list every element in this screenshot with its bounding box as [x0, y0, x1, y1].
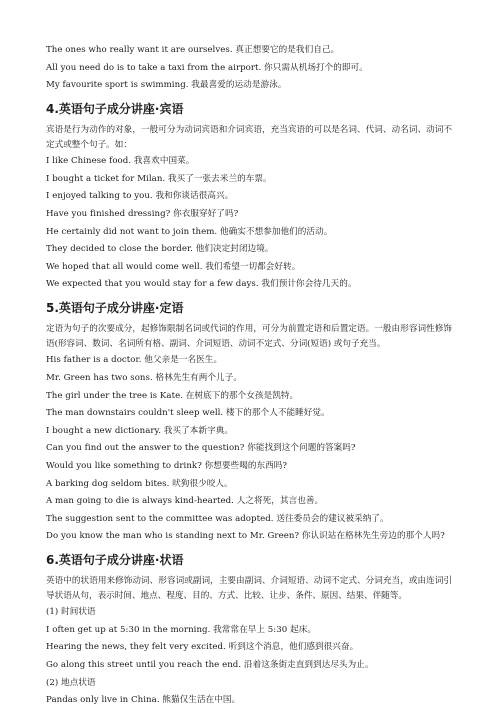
example-sentence: He certainly did not want to join them. 他确实不想参加他们的活动。: [46, 226, 333, 237]
example-sentence: Can you find out the answer to the question? 你能找到这个问题的答案吗?: [46, 443, 356, 454]
example-sentence: We expected that you would stay for a few days. 我们预计你会待几天的。: [46, 279, 357, 290]
section-attributive: [46, 300, 456, 546]
example-sentence: They decided to close the border. 他们决定封闭边境。: [46, 244, 274, 255]
example-sentence: Do you know the man who is standing next to Mr. Green? 你认识站在格林先生旁边的那个人吗?: [46, 531, 445, 542]
example-sentence: All you need do is to take a taxi from the airport. 你只需从机场打个的即可。: [46, 62, 368, 73]
subsection-label: (2) 地点状语: [46, 677, 96, 688]
example-sentence: I often get up at 5:30 in the morning. 我常常在早上 5:30 起床。: [46, 624, 317, 635]
example-sentence: The man downstairs couldn't sleep well. 楼下的那个人不能睡好觉。: [46, 408, 330, 419]
subsection-label: (1) 时间状语: [46, 607, 96, 618]
example-sentence: A man going to die is always kind-hearted. 人之将死，其言也善。: [46, 496, 324, 507]
example-sentence: The girl under the tree is Kate. 在树底下的那个女孩是凯特。: [46, 390, 299, 401]
example-sentence: Pandas only live in China. 熊猫仅生活在中国。: [46, 695, 241, 706]
example-sentence: Hearing the news, they felt very excited. 听到这个消息，他们感到很兴奋。: [46, 642, 359, 653]
example-sentence: Go along this street until you reach the end. 沿着这条街走直到到达尽头为止。: [46, 660, 374, 671]
example-sentence: Would you like something to drink? 你想要些喝的东西吗?: [46, 460, 288, 471]
section-heading: 5.英语句子成分讲座·定语: [46, 300, 184, 315]
example-sentence: The suggestion sent to the committee was adopted. 送往委员会的建议被采纳了。: [46, 513, 389, 524]
section-heading: 6.英语句子成分讲座·状语: [46, 552, 184, 567]
example-sentence: I bought a ticket for Milan. 我买了一张去米兰的车票。: [46, 173, 272, 184]
section-adverbial: [46, 552, 456, 710]
section-description: 英语中的状语用来修饰动词、形容词或副词，主要由副词、介词短语、动词不定式、分词充当，或由连词引导状语从句，表示时间、地点、程度、目的、方式、比较、让步、条件、原因、结果、伴随等。: [46, 575, 452, 602]
example-sentence: My favourite sport is swimming. 我最喜爱的运动是游泳。: [46, 80, 287, 91]
section-object: [46, 101, 456, 294]
example-sentence: His father is a doctor. 他父亲是一名医生。: [46, 355, 223, 366]
example-sentence: The ones who really want it are ourselves. 真正想要它的是我们自己。: [46, 45, 340, 55]
example-sentence: Have you finished dressing? 你衣服穿好了吗?: [46, 208, 239, 219]
example-sentence: I enjoyed talking to you. 我和你谈话很高兴。: [46, 191, 234, 202]
example-sentence: Mr. Green has two sons. 格林先生有两个儿子。: [46, 372, 242, 383]
example-sentence: I bought a new dictionary. 我买了本新字典。: [46, 425, 234, 436]
example-sentence: A barking dog seldom bites. 吠狗很少咬人。: [46, 478, 233, 489]
example-sentence: We hoped that all would come well. 我们希望一切都会好转。: [46, 261, 301, 272]
example-sentence: I like Chinese food. 我喜欢中国菜。: [46, 156, 195, 167]
section-description: 定语为句子的次要成分，起修饰限制名词或代词的作用，可分为前置定语和后置定语。一般由形容词性修饰语(形容词、数词、名词所有格、副词、介词短语、动词不定式、分词(短语) 或句子充当。: [46, 323, 452, 350]
section-description: 宾语是行为动作的对象，一般可分为动词宾语和介词宾语，充当宾语的可以是名词、代词、动名词、动词不定式或整个句子。如：: [46, 124, 452, 150]
intro-examples: [46, 42, 456, 95]
section-heading: 4.英语句子成分讲座·宾语: [46, 101, 184, 116]
